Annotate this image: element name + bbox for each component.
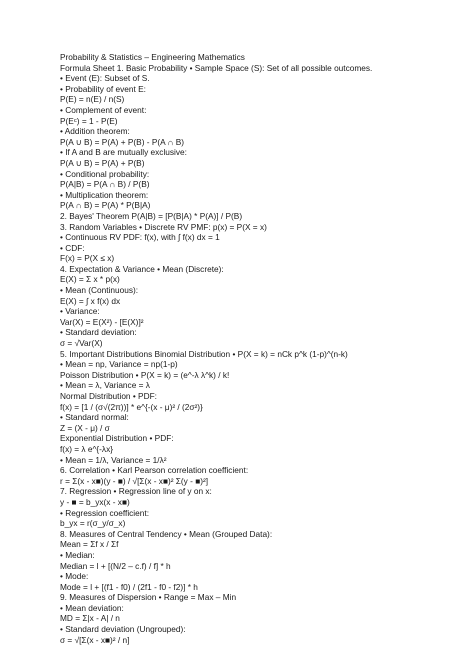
- text-line: Poisson Distribution • P(X = k) = (e^-λ λ^k) / k!: [60, 369, 230, 380]
- text-line: σ = √[Σ(x - x■)² / n]: [60, 634, 130, 645]
- text-line: • Mean deviation:: [60, 602, 124, 613]
- text-line: E(X) = ∫ x f(x) dx: [60, 295, 121, 306]
- text-line: 4. Expectation & Variance • Mean (Discrete):: [60, 263, 224, 274]
- text-line: r = Σ(x - x■)(y - ■) / √[Σ(x - x■)² Σ(y - ■)²]: [60, 475, 209, 486]
- text-line: Mode = l + [(f1 - f0) / (2f1 - f0 - f2)] * h: [60, 581, 198, 592]
- text-line: • Standard normal:: [60, 412, 129, 423]
- text-line: Z = (X - μ) / σ: [60, 422, 110, 433]
- text-line: 5. Important Distributions Binomial Distribution • P(X = k) = nCk p^k (1-p)^(n-k): [60, 348, 348, 359]
- text-line: • Variance:: [60, 306, 100, 317]
- text-line: • Mode:: [60, 571, 89, 582]
- text-line: • Regression coefficient:: [60, 507, 149, 518]
- text-line: E(X) = Σ x * p(x): [60, 274, 120, 285]
- text-line: P(A|B) = P(A ∩ B) / P(B): [60, 179, 150, 190]
- text-line: • Mean = λ, Variance = λ: [60, 380, 150, 391]
- text-line: 7. Regression • Regression line of y on x:: [60, 486, 212, 497]
- text-line: Exponential Distribution • PDF:: [60, 433, 174, 444]
- text-line: f(x) = λ e^{-λx}: [60, 443, 113, 454]
- text-line: MD = Σ|x - A| / n: [60, 613, 120, 624]
- text-line: 8. Measures of Central Tendency • Mean (Grouped Data):: [60, 528, 273, 539]
- text-line: • Addition theorem:: [60, 126, 130, 137]
- text-line: 2. Bayes' Theorem P(A|B) = [P(B|A) * P(A)] / P(B): [60, 210, 243, 221]
- text-line: P(E) = n(E) / n(S): [60, 94, 125, 105]
- text-line: • Event (E): Subset of S.: [60, 73, 150, 84]
- text-line: • Median:: [60, 549, 95, 560]
- text-line: • Standard deviation:: [60, 327, 137, 338]
- text-line: • Mean = np, Variance = np(1-p): [60, 359, 178, 370]
- text-line: 6. Correlation • Karl Pearson correlation coefficient:: [60, 465, 249, 476]
- document-title: Probability & Statistics – Engineering Mathematics: [60, 52, 245, 62]
- text-line: • Mean (Continuous):: [60, 285, 139, 296]
- text-line: Formula Sheet 1. Basic Probability • Sample Space (S): Set of all possible outcomes.: [60, 62, 373, 73]
- text-line: • Multiplication theorem:: [60, 189, 149, 200]
- text-line: Mean = Σf x / Σf: [60, 539, 119, 550]
- text-line: • Complement of event:: [60, 104, 147, 115]
- text-line: P(A ∪ B) = P(A) + P(B): [60, 157, 145, 168]
- text-line: 3. Random Variables • Discrete RV PMF: p(x) = P(X = x): [60, 221, 267, 232]
- formula-sheet-text: [60, 52, 460, 645]
- text-line: F(x) = P(X ≤ x): [60, 253, 115, 264]
- text-line: P(Eᶜ) = 1 - P(E): [60, 115, 118, 126]
- text-line: b_yx = r(σ_y/σ_x): [60, 518, 126, 529]
- text-line: 9. Measures of Dispersion • Range = Max – Min: [60, 592, 237, 603]
- text-line: • Mean = 1/λ, Variance = 1/λ²: [60, 454, 167, 465]
- text-line: • If A and B are mutually exclusive:: [60, 147, 187, 158]
- text-line: y - ■ = b_yx(x - x■): [60, 496, 130, 507]
- text-line: • CDF:: [60, 242, 85, 253]
- text-line: Normal Distribution • PDF:: [60, 391, 157, 401]
- text-line: P(A ∪ B) = P(A) + P(B) - P(A ∩ B): [60, 136, 185, 147]
- text-line: • Standard deviation (Ungrouped):: [60, 624, 186, 635]
- text-line: Median = l + [(N/2 – c.f) / f] * h: [60, 560, 171, 571]
- text-line: σ = √Var(X): [60, 338, 103, 349]
- text-line: f(x) = [1 / (σ√(2π))] * e^{-(x - μ)² / (2σ²)}: [60, 401, 203, 412]
- text-line: P(A ∩ B) = P(A) * P(B|A): [60, 200, 151, 211]
- text-line: Var(X) = E(X²) - [E(X)]²: [60, 316, 144, 327]
- text-line: • Conditional probability:: [60, 168, 150, 179]
- text-line: • Continuous RV PDF: f(x), with ∫ f(x) dx = 1: [60, 232, 220, 243]
- text-line: • Probability of event E:: [60, 83, 146, 94]
